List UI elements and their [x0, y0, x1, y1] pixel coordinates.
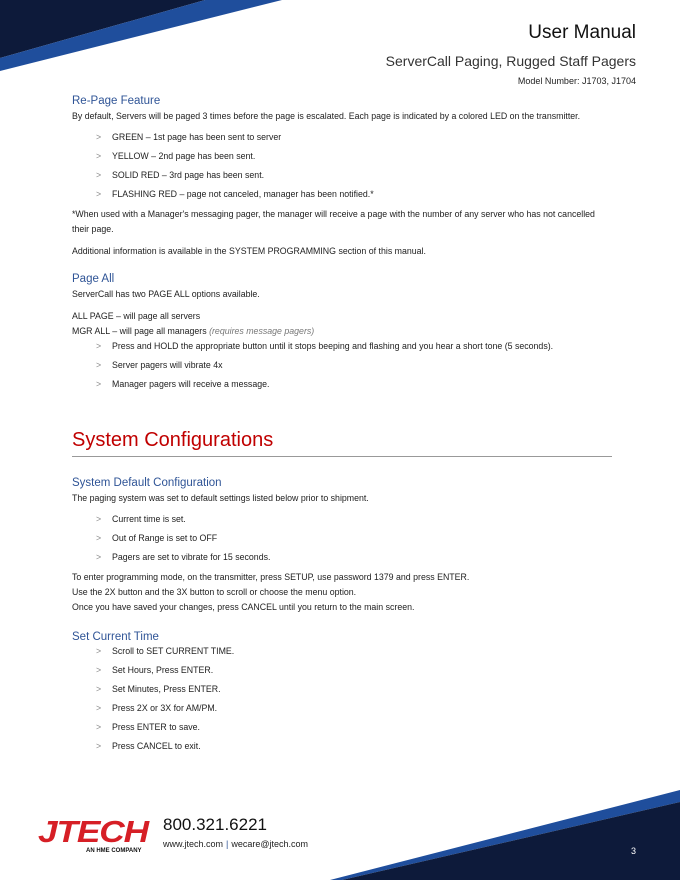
- pageall-mgr-all: MGR ALL – will page all managers (requires message pagers): [72, 326, 315, 336]
- list-item: > Manager pagers will receive a message.: [96, 379, 270, 389]
- repage-intro: By default, Servers will be paged 3 times before the page is escalated. Each page is indicated by a colored LED on the transmitter.: [72, 111, 581, 121]
- footer-phone: 800.321.6221: [163, 815, 267, 834]
- bullet-marker: >: [96, 721, 102, 732]
- page-number: 3: [631, 846, 637, 856]
- pageall-intro: ServerCall has two PAGE ALL options available.: [72, 289, 260, 299]
- bullet-marker: >: [96, 379, 102, 389]
- default-config-list: [72, 513, 612, 564]
- cancel-instruction: Once you have saved your changes, press CANCEL until you return to the main screen.: [72, 601, 415, 612]
- pageall-heading: Page All: [72, 273, 115, 285]
- list-item: > Press and HOLD the appropriate button until it stops beeping and flashing and you hear a short tone (5 seconds).: [96, 341, 554, 351]
- bullet-marker: >: [96, 645, 102, 656]
- repage-list: [72, 131, 612, 201]
- bullet-marker: >: [96, 360, 102, 370]
- bullet-marker: >: [96, 740, 102, 751]
- bullet-marker: >: [96, 532, 102, 543]
- repage-additional: Additional information is available in the SYSTEM PROGRAMMING section of this manual.: [72, 246, 426, 256]
- list-item: > Scroll to SET CURRENT TIME.: [96, 645, 235, 656]
- list-item: > YELLOW – 2nd page has been sent.: [96, 151, 256, 161]
- list-item: > Pagers are set to vibrate for 15 seconds.: [96, 551, 271, 562]
- model-number: Model Number: J1703, J1704: [517, 76, 636, 86]
- bullet-marker: >: [96, 341, 102, 351]
- pageall-list: [72, 340, 612, 391]
- repage-heading: Re-Page Feature: [72, 95, 161, 107]
- list-item: > Press ENTER to save.: [96, 721, 200, 732]
- mgr-all-note: (requires message pagers): [209, 326, 315, 336]
- document-title: User Manual: [528, 22, 636, 43]
- list-item: > Press 2X or 3X for AM/PM.: [96, 702, 218, 713]
- repage-note: *When used with a Manager's messaging pager, the manager will receive a page with the number of any server who has not cancelled their page.: [72, 209, 595, 234]
- logo-text: JTECH: [38, 814, 150, 849]
- bullet-marker: >: [96, 189, 102, 199]
- contact-separator: |: [226, 839, 229, 849]
- document-subtitle: ServerCall Paging, Rugged Staff Pagers: [385, 53, 636, 69]
- bullet-marker: >: [96, 664, 102, 675]
- footer-corner-graphic: [330, 790, 680, 880]
- default-config-heading: System Default Configuration: [72, 476, 222, 489]
- default-config-intro: The paging system was set to default settings listed below prior to shipment.: [72, 492, 369, 503]
- pageall-all-page: ALL PAGE – will page all servers: [72, 311, 201, 321]
- list-item: > Set Minutes, Press ENTER.: [96, 683, 221, 694]
- programming-mode-instruction: To enter programming mode, on the transmitter, press SETUP, use password 1379 and press ENTER.: [72, 571, 470, 582]
- list-item: > Out of Range is set to OFF: [96, 532, 218, 543]
- scroll-instruction: Use the 2X button and the 3X button to scroll or choose the menu option.: [72, 586, 357, 597]
- list-item: > Set Hours, Press ENTER.: [96, 664, 214, 675]
- header-corner-graphic: [0, 0, 290, 75]
- list-item: > GREEN – 1st page has been sent to server: [96, 132, 282, 142]
- bullet-marker: >: [96, 170, 102, 180]
- list-item: > Server pagers will vibrate 4x: [96, 360, 223, 370]
- bullet-marker: >: [96, 513, 102, 524]
- footer-contact: [163, 839, 308, 849]
- logo-subtext: AN HME COMPANY: [86, 848, 142, 854]
- bullet-marker: >: [96, 151, 102, 161]
- bullet-marker: >: [96, 683, 102, 694]
- set-time-list: [72, 645, 612, 753]
- list-item: > FLASHING RED – page not canceled, manager has been notified.*: [96, 189, 374, 199]
- website-link[interactable]: www.jtech.com: [163, 839, 224, 849]
- set-time-heading: Set Current Time: [72, 630, 159, 643]
- bullet-marker: >: [96, 702, 102, 713]
- page-content: [72, 95, 612, 759]
- system-configurations-heading: System Configurations: [72, 429, 612, 457]
- bullet-marker: >: [96, 551, 102, 562]
- list-item: > Current time is set.: [96, 513, 186, 524]
- email-link[interactable]: wecare@jtech.com: [231, 839, 309, 849]
- list-item: > SOLID RED – 3rd page has been sent.: [96, 170, 265, 180]
- list-item: > Press CANCEL to exit.: [96, 740, 201, 751]
- jtech-logo: [38, 812, 156, 854]
- bullet-marker: >: [96, 132, 102, 142]
